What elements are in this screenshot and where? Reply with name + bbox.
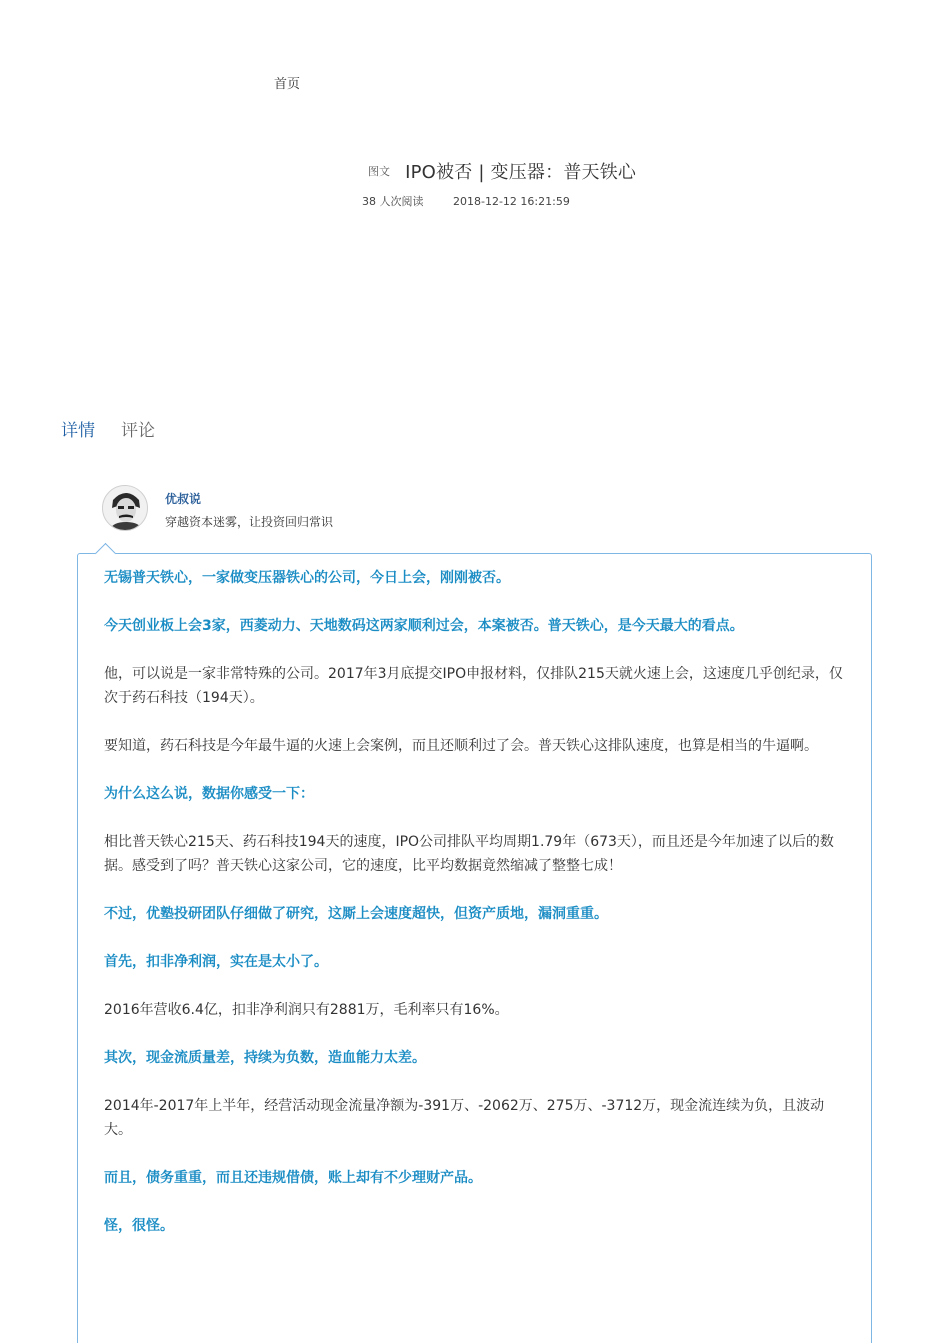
author-info — [165, 490, 333, 530]
publish-date: 2018-12-12 16:21:59 — [453, 195, 570, 208]
tab-comments[interactable]: 评论 — [121, 421, 155, 441]
article-header — [368, 158, 636, 184]
body-paragraph: 而且，债务重重，而且还违规借债，账上却有不少理财产品。 — [104, 1170, 482, 1186]
avatar[interactable] — [102, 485, 148, 531]
body-paragraph: 相比普天铁心215天、药石科技194天的速度，IPO公司排队平均周期1.79年（673天），而且还是今年加速了以后的数据。感受到了吗？普天铁心这家公司，它的速度，比平均数据竟然缩减了整整七成！ — [104, 834, 834, 874]
body-paragraph: 无锡普天铁心，一家做变压器铁心的公司，今日上会，刚刚被否。 — [104, 570, 510, 586]
article-title: IPO被否 | 变压器：普天铁心 — [405, 162, 637, 183]
author-name[interactable]: 优叔说 — [165, 492, 202, 506]
body-paragraph: 要知道，药石科技是今年最牛逼的火速上会案例，而且还顺利过了会。普天铁心这排队速度，也算是相当的牛逼啊。 — [104, 738, 818, 754]
body-paragraph: 其次，现金流质量差，持续为负数，造血能力太差。 — [104, 1050, 426, 1066]
body-paragraph: 2016年营收6.4亿，扣非净利润只有2881万，毛利率只有16%。 — [104, 1002, 509, 1018]
body-paragraph: 怪，很怪。 — [104, 1218, 174, 1234]
read-count: 38 人次阅读 — [362, 195, 424, 208]
article-meta — [362, 193, 570, 209]
author-motto: 穿越资本迷雾，让投资回归常识 — [165, 515, 334, 529]
article-type-tag: 图文 — [368, 165, 390, 178]
body-paragraph: 2014年-2017年上半年，经营活动现金流量净额为-391万、-2062万、275万、-3712万，现金流连续为负，且波动大。 — [104, 1098, 825, 1138]
home-link[interactable]: 首页 — [274, 77, 301, 92]
author-card — [102, 485, 333, 531]
avatar-portrait-icon — [103, 486, 148, 531]
tab-bar — [61, 416, 155, 441]
body-paragraph: 他，可以说是一家非常特殊的公司。2017年3月底提交IPO申报材料，仅排队215天就火速上会，这速度几乎创纪录，仅次于药石科技（194天）。 — [104, 666, 843, 706]
body-paragraph: 为什么这么说，数据你感受一下： — [104, 786, 314, 802]
body-paragraph: 不过，优塾投研团队仔细做了研究，这厮上会速度超快，但资产质地，漏洞重重。 — [104, 906, 608, 922]
body-paragraph: 今天创业板上会3家，西菱动力、天地数码这两家顺利过会，本案被否。普天铁心，是今天最大的看点。 — [104, 618, 744, 634]
body-paragraph: 首先，扣非净利润，实在是太小了。 — [104, 954, 328, 970]
tab-details[interactable]: 详情 — [61, 421, 95, 441]
article-body — [77, 553, 872, 1343]
